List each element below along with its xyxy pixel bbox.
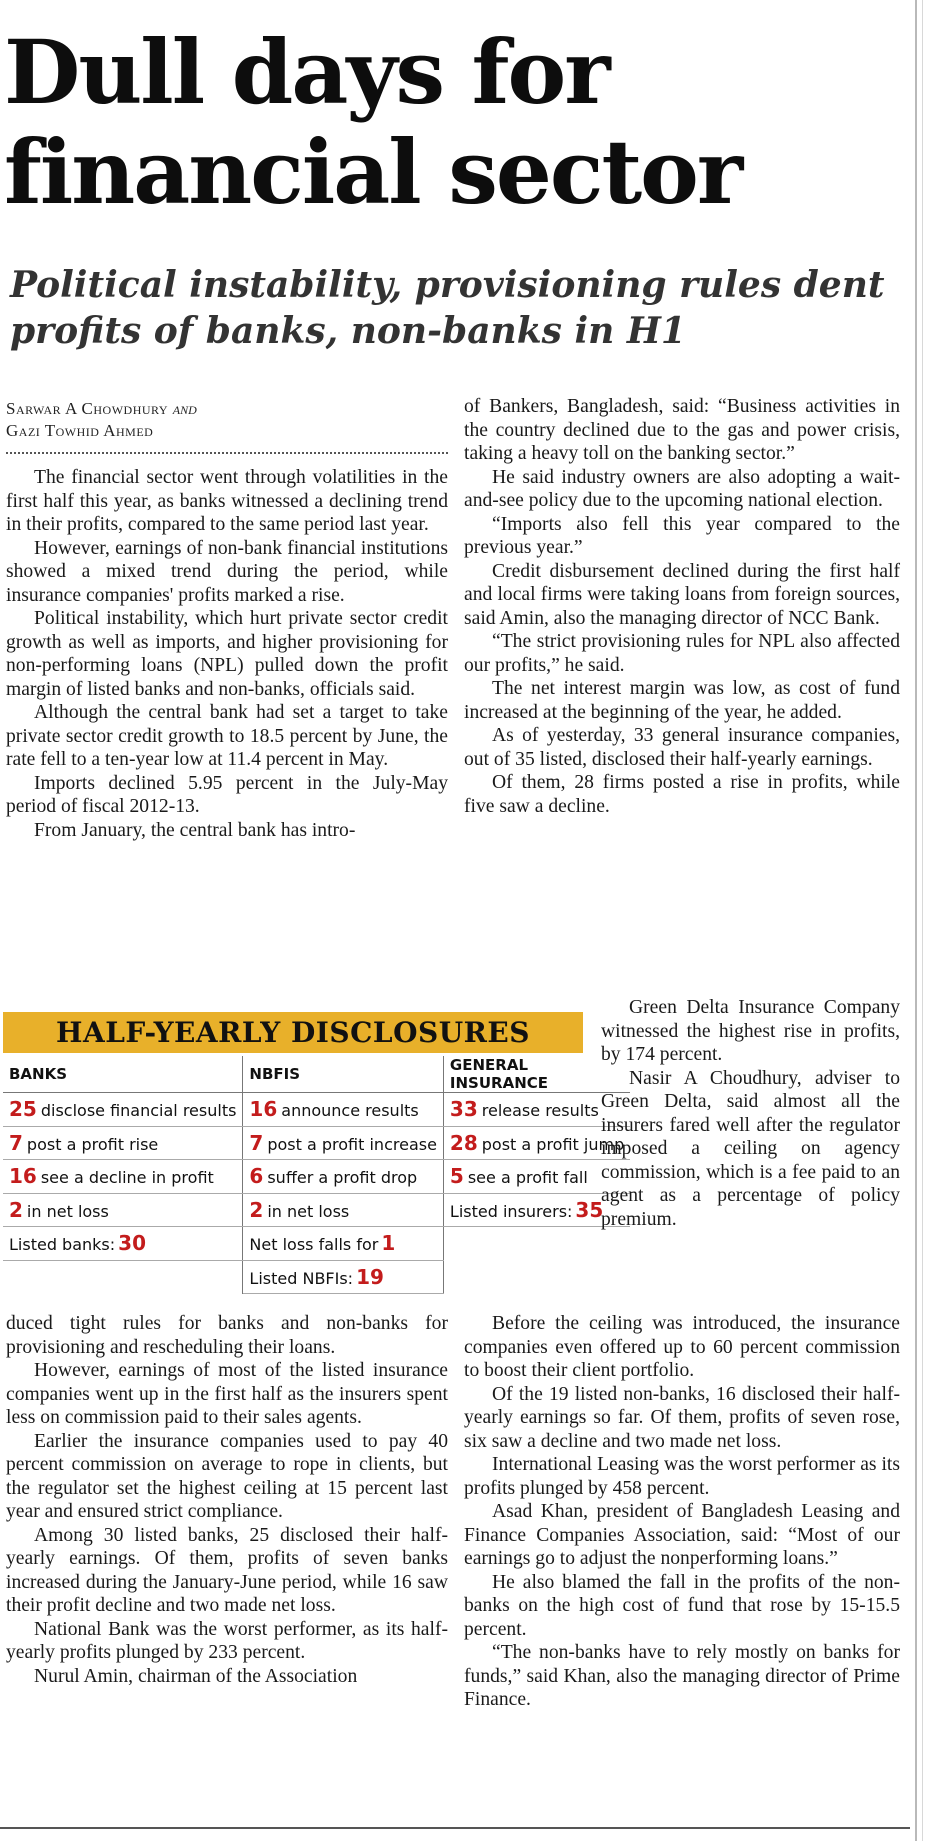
paragraph: duced tight rules for banks and non-banks for provisioning and rescheduling their loans.	[6, 1313, 448, 1358]
table-cell	[3, 1260, 243, 1294]
stat-label: Listed insurers:	[449, 1201, 573, 1221]
table-cell	[243, 1193, 444, 1227]
paragraph: The net interest margin was low, as cost of fund increased at the beginning of the year, he added.	[464, 678, 900, 723]
paragraph: Nurul Amin, chairman of the Association	[34, 1665, 358, 1687]
table-cell	[3, 1193, 243, 1227]
table-cell	[3, 1227, 243, 1261]
table-row	[3, 1193, 630, 1227]
table-row	[3, 1260, 630, 1294]
paragraph: “Imports also fell this year compared to the previous year.”	[464, 513, 900, 558]
stat-number: 6	[249, 1164, 264, 1189]
paragraph: “The strict provisioning rules for NPL also affected our profits,” he said.	[464, 631, 900, 676]
stat-label: suffer a profit drop	[267, 1168, 418, 1188]
column-1-top	[6, 398, 448, 842]
disclosures-table	[3, 1056, 630, 1294]
stat-number: 5	[449, 1164, 464, 1189]
paragraph: He also blamed the fall in the profits of the non-banks on the high cost of fund that rose by 15-15.5 percent.	[464, 1571, 900, 1640]
stat-label: in net loss	[26, 1201, 109, 1221]
byline-author-1	[6, 398, 448, 420]
stat-label: Listed banks:	[9, 1235, 116, 1255]
stat-label: post a profit jump	[481, 1134, 625, 1154]
paragraph: Credit disbursement declined during the first half and local firms were taking loans from foreign sources, said Amin, also the managing director of NCC Bank.	[464, 560, 900, 629]
box-title: HALF-YEARLY DISCLOSURES	[3, 1012, 583, 1053]
paragraph: Although the central bank had set a target to take private sector credit growth to 18.5 percent by June, the rate fell to a ten-year low at 11.4 percent in May.	[6, 702, 448, 770]
stat-label: announce results	[281, 1101, 419, 1121]
stat-label: disclose financial results	[40, 1101, 237, 1121]
table-cell	[243, 1093, 444, 1127]
table-cell	[243, 1126, 444, 1160]
stat-label: Listed NBFIs:	[249, 1268, 354, 1288]
paragraph: National Bank was the worst performer, as its half-yearly profits plunged by 233 percent.	[6, 1618, 448, 1663]
table-cell	[3, 1160, 243, 1194]
stat-label: post a profit increase	[267, 1134, 437, 1154]
paragraph: Nasir A Choudhury, adviser to Green Delta, said almost all the insurers fared well after the regulator imposed a ceiling on agency commission, which is a fee paid to an agent as a percentage of policy premium.	[601, 1067, 900, 1230]
author-1-name: Sarwar A Chowdhury	[6, 399, 169, 418]
column-rule	[915, 0, 917, 1841]
table-header-row	[3, 1056, 630, 1093]
paragraph: “The non-banks have to rely mostly on banks for funds,” said Khan, also the managing director of Prime Finance.	[464, 1642, 900, 1710]
column-1-bottom	[6, 1312, 448, 1688]
stat-label: Net loss falls for	[249, 1235, 379, 1255]
stat-label: post a profit rise	[26, 1134, 159, 1154]
table-cell	[243, 1160, 444, 1194]
stat-value: 30	[118, 1231, 146, 1256]
paragraph: However, earnings of non-bank financial institutions showed a mixed trend during the period, while insurance companies' profits marked a rise.	[6, 537, 448, 606]
stat-number: 28	[449, 1130, 478, 1155]
paragraph: However, earnings of most of the listed insurance companies went up in the first half as the insurers spent less on commission paid to their sales agents.	[6, 1360, 448, 1428]
stat-number: 2	[9, 1197, 23, 1222]
column-rule-thin	[922, 0, 923, 1841]
paragraph: The financial sector went through volatilities in the first half this year, as banks witnessed a declining trend in their profits, compared to the same period last year.	[6, 467, 448, 535]
byline	[6, 398, 448, 442]
paragraph: International Leasing was the worst performer as its profits plunged by 458 percent.	[464, 1454, 900, 1499]
half-yearly-disclosures-box	[3, 1012, 625, 1296]
stat-value: 19	[356, 1264, 384, 1289]
headline: Dull days for financial sector	[4, 20, 742, 224]
header-general-insurance: GENERAL INSURANCE	[443, 1056, 630, 1093]
stat-value: 1	[381, 1231, 396, 1256]
table-cell	[443, 1227, 630, 1261]
column-2-top	[464, 395, 900, 818]
paragraph: Before the ceiling was introduced, the insurance companies even offered up to 60 percent commission to boost their client portfolio.	[464, 1313, 900, 1381]
stat-number: 33	[449, 1097, 478, 1122]
table-cell	[3, 1126, 243, 1160]
paragraph: Of them, 28 firms posted a rise in profits, while five saw a decline.	[464, 772, 900, 817]
bottom-rule	[0, 1827, 910, 1829]
paragraph: of Bankers, Bangladesh, said: “Business activities in the country declined due to the gas and power crisis, taking a heavy toll on the banking sector.”	[464, 396, 900, 464]
column-2-bottom	[464, 1312, 900, 1712]
stat-number: 2	[249, 1197, 264, 1222]
stat-label: release results	[481, 1101, 599, 1121]
table-cell	[3, 1093, 243, 1127]
table-row	[3, 1160, 630, 1194]
stat-number: 7	[249, 1130, 264, 1155]
paragraph: As of yesterday, 33 general insurance companies, out of 35 listed, disclosed their half-yearly earnings.	[464, 725, 900, 770]
table-row	[3, 1126, 630, 1160]
stat-number: 25	[9, 1097, 37, 1122]
table-cell	[443, 1260, 630, 1294]
stat-number: 16	[249, 1097, 278, 1122]
byline-author-2: Gazi Towhid Ahmed	[6, 421, 154, 440]
paragraph: From January, the central bank has intro-	[34, 819, 356, 841]
header-nbfis: NBFIS	[243, 1056, 444, 1093]
byline-divider	[6, 452, 448, 454]
stat-number: 16	[9, 1164, 37, 1189]
paragraph: Imports declined 5.95 percent in the July-May period of fiscal 2012-13.	[6, 772, 448, 817]
stat-label: in net loss	[267, 1201, 350, 1221]
subheadline: Political instability, provisioning rules dent profits of banks, non-banks in H1	[10, 264, 885, 352]
paragraph: Among 30 listed banks, 25 disclosed their half-yearly earnings. Of them, profits of seven banks increased during the January-June period, while 16 saw their profit decline and two made net loss.	[6, 1524, 448, 1616]
stat-label: see a profit fall	[467, 1168, 588, 1188]
stat-number: 7	[9, 1130, 23, 1155]
paragraph: Asad Khan, president of Bangladesh Leasing and Finance Companies Association, said: “Most of our earnings go to adjust the nonperforming loans.”	[464, 1501, 900, 1569]
byline-and: and	[172, 399, 197, 418]
stat-label: see a decline in profit	[40, 1168, 214, 1188]
paragraph: Of the 19 listed non-banks, 16 disclosed their half-yearly earnings so far. Of them, profits of seven rose, six saw a decline and two made net loss.	[464, 1383, 900, 1452]
paragraph: He said industry owners are also adopting a wait-and-see policy due to the upcoming national election.	[464, 466, 900, 511]
table-cell	[243, 1260, 444, 1294]
column-2-narrow	[601, 996, 900, 1231]
paragraph: Political instability, which hurt private sector credit growth as well as imports, and higher provisioning for non-performing loans (NPL) pulled down the profit margin of listed banks and non-banks, officials said.	[6, 608, 448, 700]
paragraph: Earlier the insurance companies used to pay 40 percent commission on average to rope in clients, but the regulator set the highest ceiling at 15 percent last year and ensured strict compliance.	[6, 1430, 448, 1522]
table-row	[3, 1227, 630, 1261]
paragraph: Green Delta Insurance Company witnessed the highest rise in profits, by 174 percent.	[601, 997, 900, 1065]
header-banks: BANKS	[3, 1056, 243, 1093]
table-cell	[243, 1227, 444, 1261]
stat-value: 35	[575, 1197, 604, 1222]
table-row	[3, 1093, 630, 1127]
